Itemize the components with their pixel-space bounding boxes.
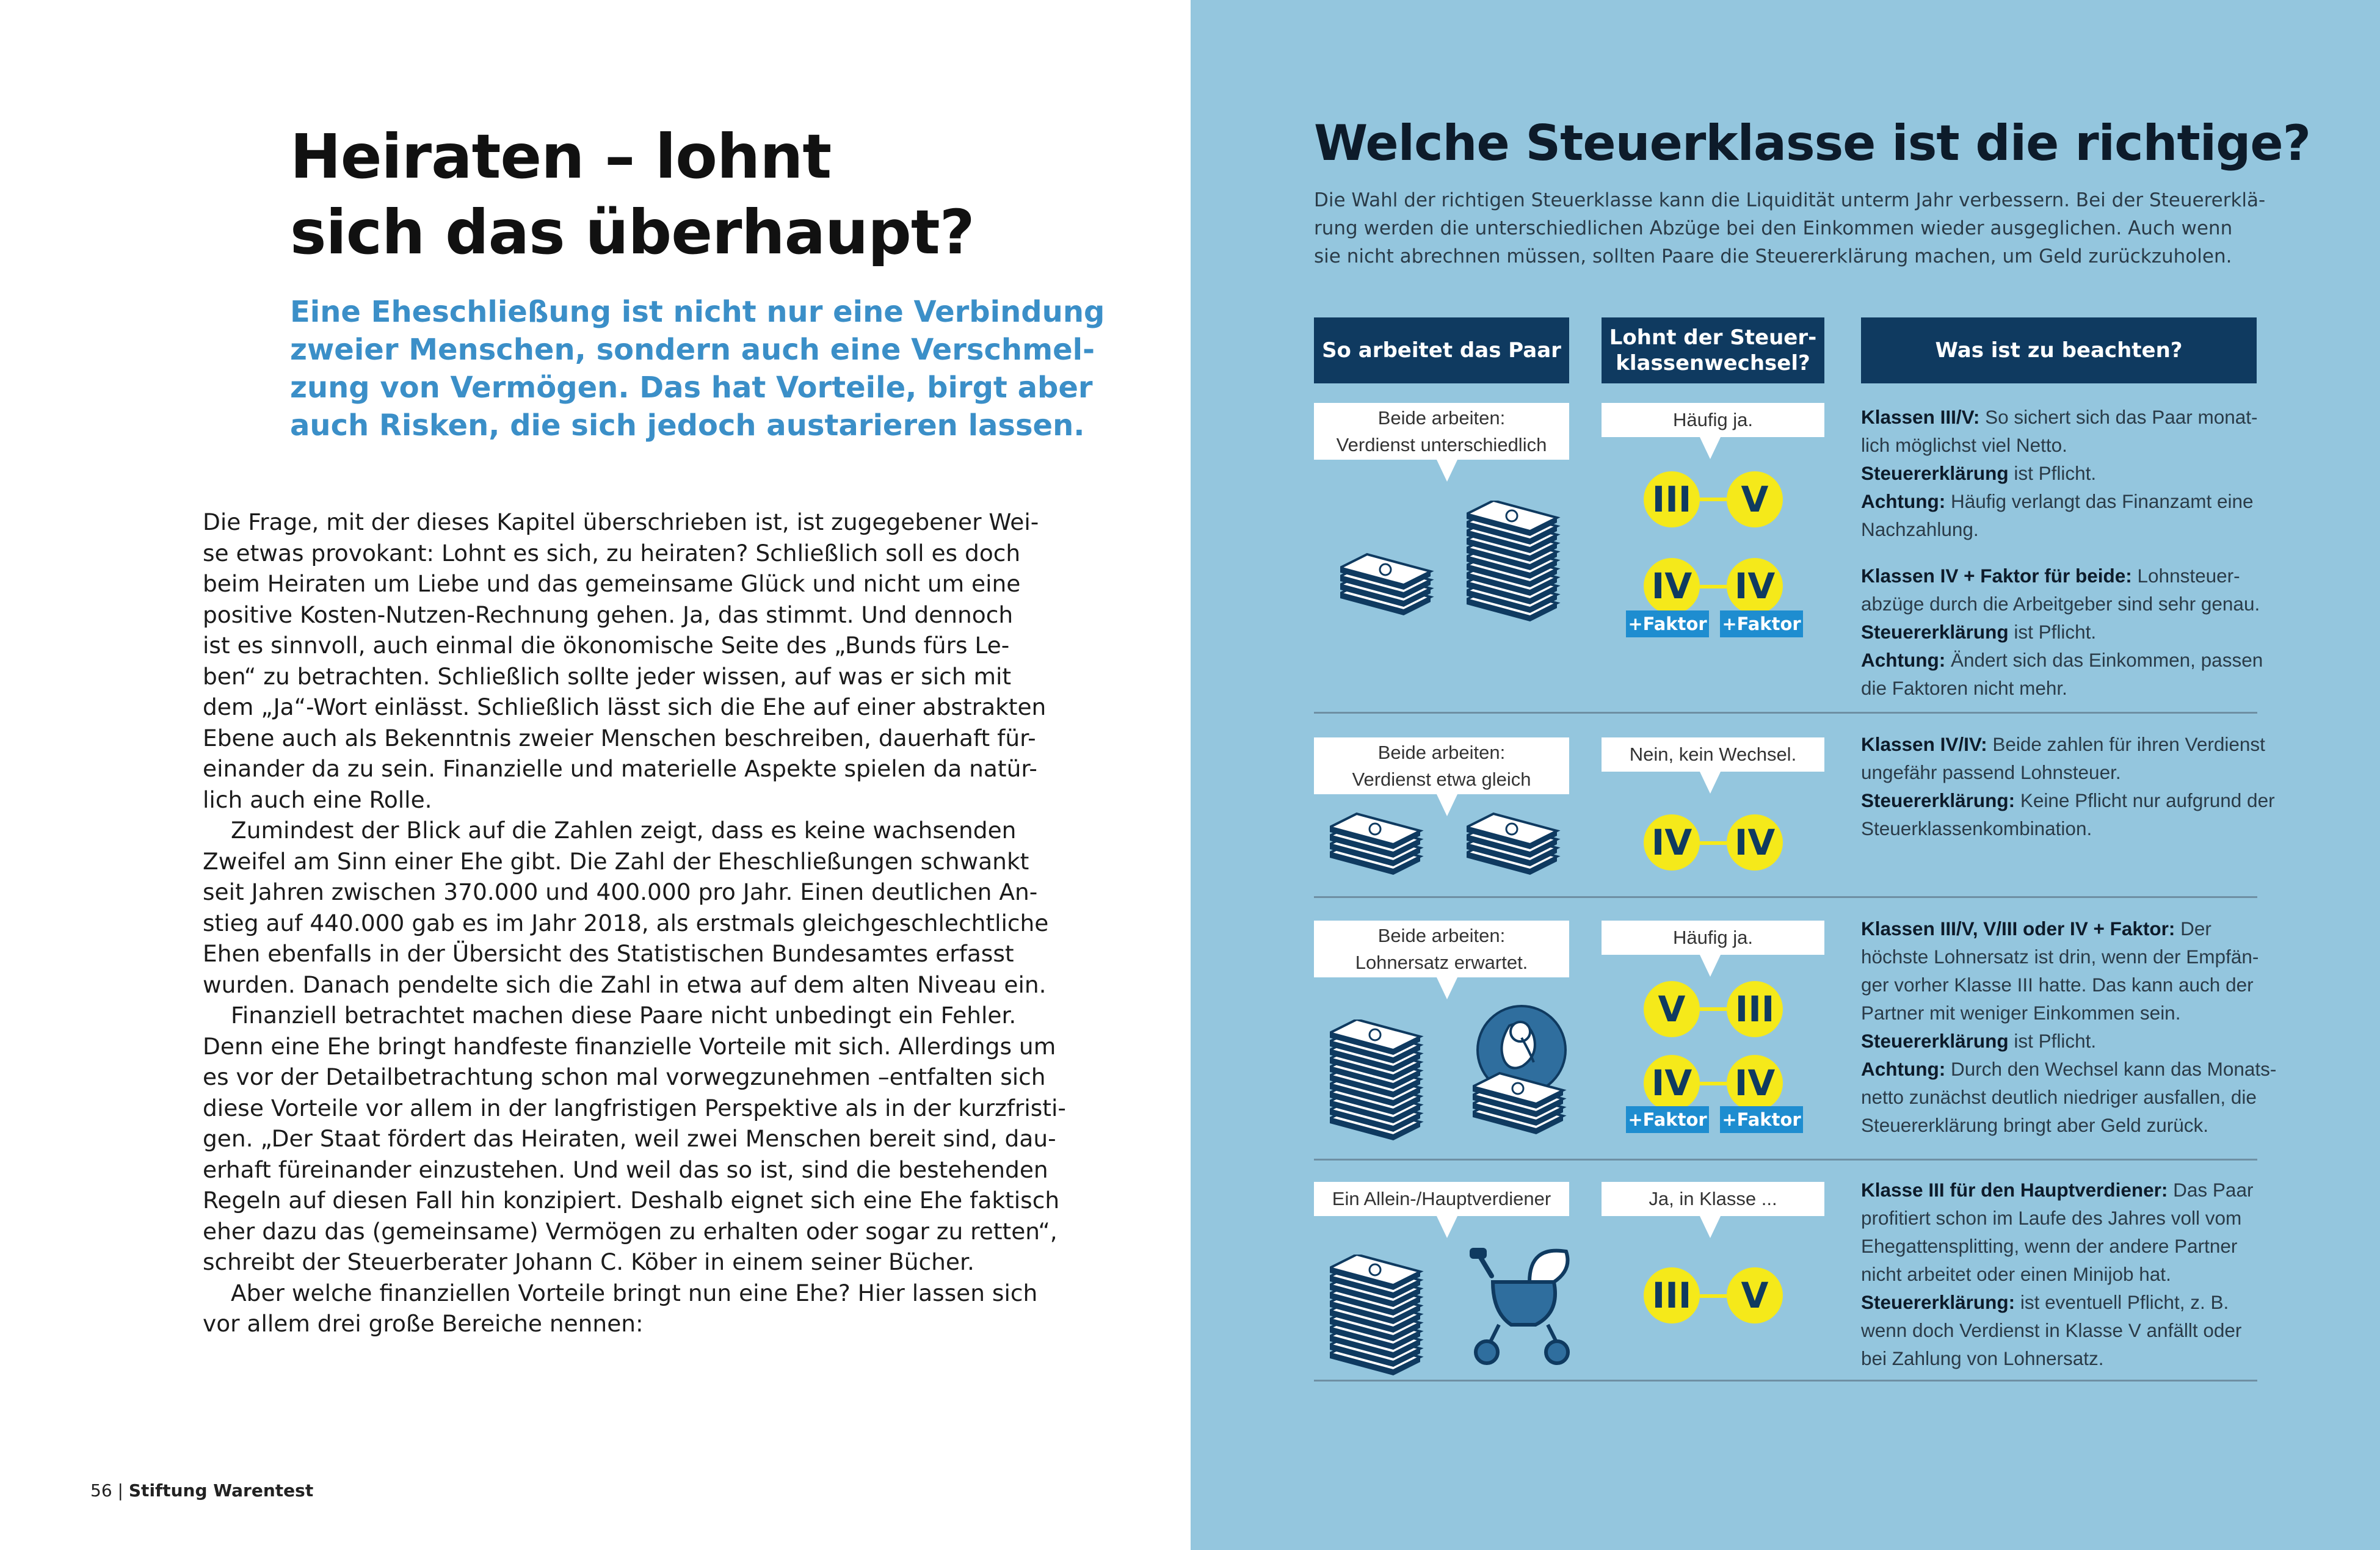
lead-line: auch Risken, die sich jedoch austarieren lassen. [290, 408, 1085, 443]
column-header-switch: Lohnt der Steuer- klassenwechsel? [1602, 317, 1824, 383]
row-note: Klassen IV/IV: Beide zahlen für ihren Verdienst ungefähr passend Lohnsteuer. Steuererklärung: Keine Pflicht nur aufgrund der Steuerklassenkombination. [1861, 733, 2275, 839]
body-line: Zweifel am Sinn einer Ehe gibt. Die Zahl der Eheschließungen schwankt [203, 847, 1029, 875]
row-note: Klasse III für den Hauptverdiener: Das Paar profitiert schon im Laufe des Jahres voll vom Ehegattensplitting, wenn der andere Partner nicht arbeitet oder einen Minijob hat. Steuererklärung: ist eventuell Pflicht, z. B. wenn doch Verdienst in Klasse V anfällt oder bei Zahlung von Lohnersatz. [1861, 1179, 2254, 1369]
body-line: dem „Ja“-Wort einlässt. Schließlich lässt sich die Ehe auf einer abstrakten [203, 694, 1047, 720]
tax-class-badge: IV [1727, 1055, 1783, 1111]
faktor-label: +Faktor [1720, 610, 1803, 637]
body-line: beim Heiraten um Liebe und das gemeinsame Glück und nicht um eine [203, 570, 1021, 597]
body-line: se etwas provokant: Lohnt es sich, zu heiraten? Schließlich soll es doch [203, 539, 1021, 567]
body-line: Ebene auch als Bekenntnis zweier Menschen beschreiben, dauerhaft für- [203, 724, 1036, 751]
lead-line: zung von Vermögen. Das hat Vorteile, birgt aber [290, 371, 1093, 405]
tax-class-badge: IV [1644, 558, 1700, 614]
infographic-title: Welche Steuerklasse ist die richtige? [1314, 115, 2311, 172]
intro-line: rung werden die unterschiedlichen Abzüge bei den Einkommen wieder ausgeglichen. Auch wenn [1314, 217, 2233, 239]
body-line: Zumindest der Blick auf die Zahlen zeigt, dass es keine wachsenden [231, 817, 1017, 844]
tax-class-badge: V [1644, 981, 1700, 1037]
row-note: Klassen IV + Faktor für beide: Lohnsteuer- abzüge durch die Arbeitgeber sind sehr genau. Steuererklärung ist Pflicht. Achtung: Ändert sich das Einkommen, passen die Faktoren nicht mehr. [1861, 565, 2263, 699]
answer-bubble: Häufig ja. [1602, 403, 1824, 437]
body-line: ist es sinnvoll, auch einmal die ökonomische Seite des „Bunds fürs Le- [203, 632, 1010, 659]
tax-class-badge: IV [1644, 814, 1700, 871]
row-divider [1314, 1159, 2257, 1161]
body-line: erhaft füreinander einzustehen. Und weil das so ist, sind die bestehenden [203, 1156, 1048, 1183]
body-line: stieg auf 440.000 gab es im Jahr 2018, als erstmals gleichgeschlechtliche [203, 909, 1049, 936]
tax-class-badge: III [1644, 471, 1700, 527]
answer-bubble: Ja, in Klasse ... [1602, 1182, 1824, 1216]
body-line: Denn eine Ehe bringt handfeste finanzielle Vorteile mit sich. Allerdings um [203, 1032, 1056, 1060]
situation-bubble: Beide arbeiten: Verdienst etwa gleich [1314, 737, 1569, 794]
page-number: 56 [90, 1480, 112, 1501]
footer-separator: | [117, 1480, 123, 1501]
body-line: Regeln auf diesen Fall hin konzipiert. Deshalb eignet sich eine Ehe faktisch [203, 1187, 1060, 1214]
baby-icon [1473, 1001, 1570, 1135]
intro-line: sie nicht abrechnen müssen, sollten Paare die Steuererklärung machen, um Geld zurückzuholen. [1314, 245, 2232, 267]
body-line: Aber welche finanziellen Vorteile bringt nun eine Ehe? Hier lassen sich [231, 1279, 1038, 1306]
column-header-situation: So arbeitet das Paar [1314, 317, 1569, 383]
body-line: wurden. Danach pendelte sich die Zahl in etwa auf dem alten Niveau ein. [203, 971, 1047, 998]
column-header-notes: Was ist zu beachten? [1861, 317, 2257, 383]
body-line: seit Jahren zwischen 370.000 und 400.000 pro Jahr. Einen deutlichen An- [203, 878, 1038, 905]
money-stack-icon [1330, 1255, 1428, 1377]
money-stack-icon [1467, 809, 1564, 882]
page-title-line: Heiraten – lohnt [290, 121, 832, 192]
tax-class-badge: IV [1727, 814, 1783, 871]
row-note: Klassen III/V, V/III oder IV + Faktor: Der höchste Lohnersatz ist drin, wenn der Empfän- ger vorher Klasse III hatte. Das kann auch der Partner mit weniger Einkommen sein. Steuererklärung ist Pflicht. Achtung: Durch den Wechsel kann das Monats- netto zunächst deutlich niedriger ausfallen, die Steuererklärung bringt aber Geld zurück. [1861, 918, 2277, 1136]
faktor-label: +Faktor [1626, 610, 1709, 637]
row-divider [1314, 896, 2257, 898]
answer-bubble: Häufig ja. [1602, 921, 1824, 955]
footer-brand: Stiftung Warentest [128, 1480, 314, 1501]
body-line: Die Frage, mit der dieses Kapitel überschrieben ist, ist zugegebener Wei- [203, 509, 1039, 535]
body-line: einander da zu sein. Finanzielle und materielle Aspekte spielen da natür- [203, 755, 1037, 782]
stroller-icon [1456, 1233, 1578, 1367]
page-footer [90, 1480, 313, 1501]
tax-class-badge: IV [1727, 558, 1783, 614]
lead-paragraph [290, 293, 1105, 444]
intro-line: Die Wahl der richtigen Steuerklasse kann die Liquidität unterm Jahr verbessern. Bei der Steuererklä- [1314, 189, 2266, 211]
money-stack-icon [1467, 501, 1564, 623]
row-divider [1314, 712, 2257, 714]
money-stack-icon [1330, 1019, 1428, 1142]
situation-bubble: Ein Allein-/Hauptverdiener [1314, 1182, 1569, 1216]
row-divider [1314, 1380, 2257, 1382]
tax-class-badge: V [1727, 1267, 1783, 1324]
body-line: vor allem drei große Bereiche nennen: [203, 1310, 644, 1337]
lead-line: zweier Menschen, sondern auch eine Verschmel- [290, 333, 1095, 367]
tax-class-badge: III [1727, 981, 1783, 1037]
body-line: Ehen ebenfalls in der Übersicht des Statistischen Bundesamtes erfasst [203, 940, 1014, 967]
infographic-intro [1314, 186, 2266, 270]
answer-bubble: Nein, kein Wechsel. [1602, 737, 1824, 772]
tax-class-badge: V [1727, 471, 1783, 527]
situation-bubble: Beide arbeiten: Verdienst unterschiedlich [1314, 403, 1569, 460]
body-line: positive Kosten-Nutzen-Rechnung gehen. Ja, das stimmt. Und dennoch [203, 601, 1014, 628]
body-line: ben“ zu betrachten. Schließlich sollte jeder wissen, auf was er sich mit [203, 662, 1012, 690]
body-line: gen. „Der Staat fördert das Heiraten, weil zwei Menschen bereit sind, dau- [203, 1125, 1056, 1152]
body-text [203, 507, 1066, 1339]
body-line: Finanziell betrachtet machen diese Paare nicht unbedingt ein Fehler. [231, 1002, 1017, 1029]
body-line: schreibt der Steuerberater Johann C. Köber in einem seiner Bücher. [203, 1248, 974, 1275]
situation-bubble: Beide arbeiten: Lohnersatz erwartet. [1314, 921, 1569, 977]
body-line: diese Vorteile vor allem in der langfristigen Perspektive als in der kurzfristi- [203, 1094, 1066, 1121]
money-stack-icon [1340, 549, 1438, 623]
page-title-line: sich das überhaupt? [290, 197, 974, 268]
faktor-label: +Faktor [1626, 1106, 1709, 1133]
body-line: es vor der Detailbetrachtung schon mal vorwegzunehmen –entfalten sich [203, 1063, 1046, 1090]
page-title [290, 119, 1084, 270]
tax-class-badge: IV [1644, 1055, 1700, 1111]
money-stack-icon [1330, 809, 1428, 882]
tax-class-badge: III [1644, 1267, 1700, 1324]
lead-line: Eine Eheschließung ist nicht nur eine Verbindung [290, 295, 1105, 329]
row-note: Klassen III/V: So sichert sich das Paar monat- lich möglichst viel Netto. Steuererklärung ist Pflicht. Achtung: Häufig verlangt das Finanzamt eine Nachzahlung. [1861, 406, 2258, 540]
body-line: lich auch eine Rolle. [203, 786, 432, 813]
body-line: eher dazu das (gemeinsame) Vermögen zu erhalten oder sogar zu retten“, [203, 1217, 1058, 1245]
faktor-label: +Faktor [1720, 1106, 1803, 1133]
